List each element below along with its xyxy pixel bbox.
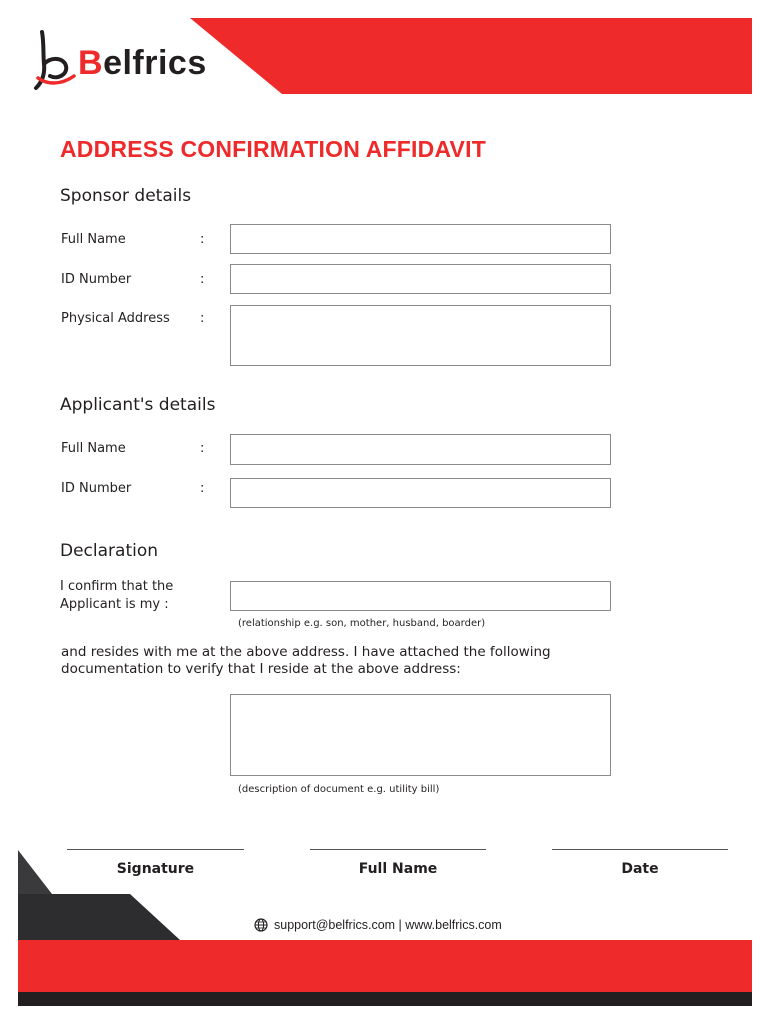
declaration-paragraph-line1: and resides with me at the above address. I have attached the following [61, 644, 551, 660]
confirm-text-line1: I confirm that the [60, 579, 174, 594]
date-label: Date [621, 861, 659, 877]
signature-label: Signature [116, 861, 195, 877]
colon: : [200, 272, 205, 287]
header-band [190, 18, 752, 94]
relationship-hint: (relationship e.g. son, mother, husband, boarder) [238, 618, 486, 629]
applicant-id-number-label: ID Number [61, 481, 132, 496]
applicant-id-number-field[interactable] [230, 478, 611, 508]
document-description-field[interactable] [230, 694, 611, 776]
full-name-signature-label: Full Name [358, 861, 438, 877]
declaration-heading: Declaration [60, 541, 159, 561]
colon: : [200, 311, 205, 326]
applicant-details-heading: Applicant's details [60, 395, 216, 415]
sponsor-full-name-field[interactable] [230, 224, 611, 254]
sponsor-physical-address-label: Physical Address [61, 311, 170, 326]
colon: : [200, 441, 205, 456]
globe-icon [254, 918, 268, 932]
logo-wordmark: Belfrics [78, 44, 207, 82]
sponsor-full-name-label: Full Name [61, 232, 126, 247]
contact-text[interactable]: support@belfrics.com | www.belfrics.com [274, 918, 502, 932]
colon: : [200, 481, 205, 496]
sponsor-id-number-label: ID Number [61, 272, 132, 287]
sponsor-details-heading: Sponsor details [60, 186, 192, 206]
relationship-field[interactable] [230, 581, 611, 611]
document-hint: (description of document e.g. utility bill) [238, 784, 440, 795]
sponsor-id-number-field[interactable] [230, 264, 611, 294]
belfrics-logo [30, 30, 230, 92]
runner-logo-icon [30, 30, 80, 92]
sponsor-physical-address-field[interactable] [230, 305, 611, 366]
applicant-full-name-label: Full Name [61, 441, 126, 456]
document-title: ADDRESS CONFIRMATION AFFIDAVIT [60, 136, 486, 162]
declaration-paragraph-line2: documentation to verify that I reside at the above address: [61, 661, 461, 677]
confirm-text-line2: Applicant is my : [60, 597, 169, 612]
footer-contact [254, 918, 502, 932]
applicant-full-name-field[interactable] [230, 434, 611, 465]
colon: : [200, 232, 205, 247]
